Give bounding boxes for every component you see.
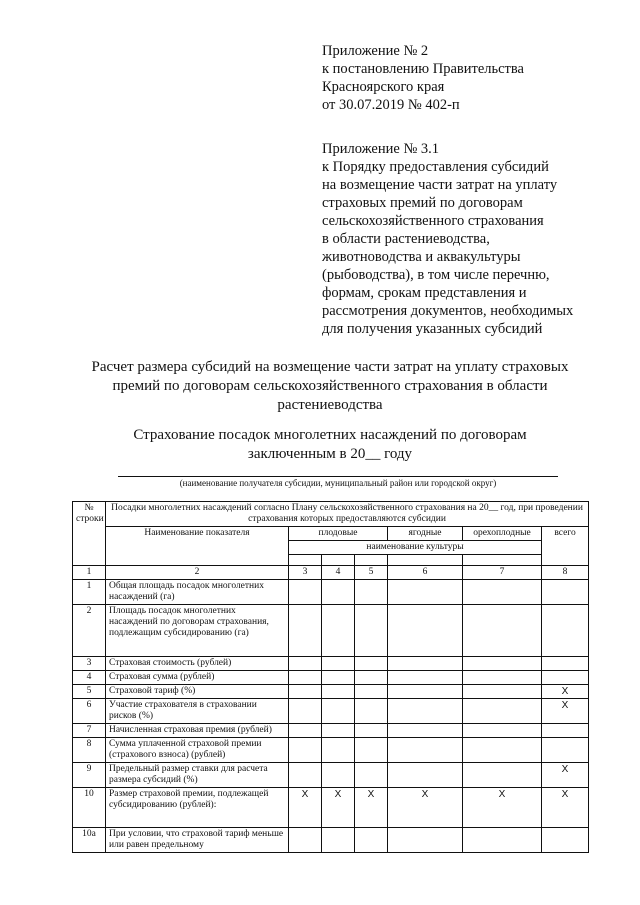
row-mark: Х <box>542 763 589 788</box>
subtitle-line: заключенным в 20__ году <box>247 446 413 462</box>
table-row <box>73 788 589 828</box>
calculation-table <box>72 501 589 853</box>
appendix-main-line: к постановлению Правительства <box>322 61 524 77</box>
column-number: 8 <box>542 566 589 580</box>
appendix-sub-line: для получения указанных субсидий <box>322 321 543 337</box>
header-group-fruit: плодовые <box>289 527 388 541</box>
recipient-line <box>118 476 558 477</box>
appendix-main-block <box>322 42 622 114</box>
row-mark <box>355 738 388 763</box>
appendix-main-line: Приложение № 2 <box>322 43 429 59</box>
row-mark <box>289 657 322 671</box>
recipient-note: (наименование получателя субсидии, муниципальный район или городской округ) <box>179 478 497 488</box>
row-mark <box>289 671 322 685</box>
row-mark <box>289 828 322 853</box>
row-name: Начисленная страховая премия (рублей) <box>106 724 289 738</box>
row-mark <box>322 828 355 853</box>
row-mark <box>463 580 542 605</box>
appendix-sub-line: в области растениеводства, <box>322 231 490 247</box>
table-row <box>73 699 589 724</box>
row-number: 9 <box>73 763 106 788</box>
row-mark <box>388 738 463 763</box>
table-cell <box>322 555 355 566</box>
appendix-sub-block <box>322 140 622 338</box>
row-mark <box>388 685 463 699</box>
table-row <box>73 724 589 738</box>
appendix-sub-line: страховых премий по договорам <box>322 195 523 211</box>
row-name: Участие страхователя в страховании рисков (%) <box>106 699 289 724</box>
row-mark <box>463 685 542 699</box>
row-mark <box>388 605 463 657</box>
appendix-sub-line: Приложение № 3.1 <box>322 141 440 157</box>
row-name: Сумма уплаченной страховой премии (страхового взноса) (рублей) <box>106 738 289 763</box>
title-line: растениеводства <box>277 397 383 413</box>
row-number: 1 <box>73 580 106 605</box>
row-name: Размер страховой премии, подлежащей субсидированию (рублей): <box>106 788 289 828</box>
row-mark: Х <box>542 699 589 724</box>
row-name: Страховой тариф (%) <box>106 685 289 699</box>
row-mark: Х <box>322 788 355 828</box>
row-mark <box>355 699 388 724</box>
header-group-nut: орехоплодные <box>463 527 542 541</box>
row-mark <box>542 657 589 671</box>
table-cell <box>355 555 388 566</box>
row-mark: Х <box>355 788 388 828</box>
row-mark <box>542 828 589 853</box>
row-mark <box>463 828 542 853</box>
header-main: Посадки многолетних насаждений согласно Плану сельскохозяйственного страхования на 20__ год, при проведении страхования которых предоставляются субсидии <box>106 502 589 527</box>
appendix-sub-line: формам, срокам представления и <box>322 285 527 301</box>
table-header-row <box>73 527 589 541</box>
row-mark <box>355 763 388 788</box>
row-mark <box>388 580 463 605</box>
column-number: 1 <box>73 566 106 580</box>
row-mark <box>355 724 388 738</box>
row-mark <box>322 738 355 763</box>
column-number: 6 <box>388 566 463 580</box>
table-row <box>73 685 589 699</box>
table-row <box>73 605 589 657</box>
row-mark <box>289 763 322 788</box>
row-mark <box>289 580 322 605</box>
row-mark <box>322 724 355 738</box>
row-mark <box>463 724 542 738</box>
row-mark <box>388 657 463 671</box>
row-mark <box>355 657 388 671</box>
appendix-sub-line: рассмотрения документов, необходимых <box>322 303 574 319</box>
row-name: Общая площадь посадок многолетних насаждений (га) <box>106 580 289 605</box>
row-mark <box>542 724 589 738</box>
row-number: 7 <box>73 724 106 738</box>
table-cell <box>388 555 463 566</box>
table-row <box>73 671 589 685</box>
row-mark <box>542 738 589 763</box>
appendix-main-line: Красноярского края <box>322 79 445 95</box>
row-mark: Х <box>542 788 589 828</box>
row-mark <box>289 738 322 763</box>
row-mark <box>388 763 463 788</box>
row-number: 6 <box>73 699 106 724</box>
row-mark: Х <box>542 685 589 699</box>
header-indicator: Наименование показателя <box>106 527 289 566</box>
row-number: 2 <box>73 605 106 657</box>
row-mark <box>463 738 542 763</box>
row-mark <box>388 828 463 853</box>
appendix-sub-line: животноводства и аквакультуры <box>322 249 521 265</box>
header-group-total: всего <box>542 527 589 566</box>
row-mark <box>355 685 388 699</box>
table-row <box>73 580 589 605</box>
row-mark <box>542 580 589 605</box>
column-number: 2 <box>106 566 289 580</box>
row-mark: Х <box>388 788 463 828</box>
row-mark <box>289 685 322 699</box>
appendix-sub-line: на возмещение части затрат на уплату <box>322 177 558 193</box>
row-number: 4 <box>73 671 106 685</box>
row-mark <box>322 685 355 699</box>
row-mark <box>322 699 355 724</box>
row-mark <box>463 671 542 685</box>
row-mark <box>355 671 388 685</box>
header-row-number: № строки <box>73 502 106 566</box>
column-number: 4 <box>322 566 355 580</box>
row-mark <box>388 671 463 685</box>
column-number: 5 <box>355 566 388 580</box>
column-number: 3 <box>289 566 322 580</box>
row-name: Страховая сумма (рублей) <box>106 671 289 685</box>
table-cell <box>289 555 322 566</box>
row-mark: Х <box>463 788 542 828</box>
row-mark <box>463 763 542 788</box>
row-number: 3 <box>73 657 106 671</box>
document-subtitle <box>40 426 620 464</box>
title-line: Расчет размера субсидий на возмещение части затрат на уплату страховых <box>91 359 569 375</box>
row-number: 10а <box>73 828 106 853</box>
row-name: Площадь посадок многолетних насаждений по договорам страхования, подлежащим субсидированию (га) <box>106 605 289 657</box>
table-cell <box>463 555 542 566</box>
appendix-sub-line: к Порядку предоставления субсидий <box>322 159 549 175</box>
row-name: Предельный размер ставки для расчета размера субсидий (%) <box>106 763 289 788</box>
row-mark <box>322 763 355 788</box>
row-mark <box>289 699 322 724</box>
table-header-row <box>73 502 589 527</box>
row-mark <box>355 605 388 657</box>
row-mark <box>289 605 322 657</box>
table-row <box>73 738 589 763</box>
row-number: 5 <box>73 685 106 699</box>
table-row <box>73 657 589 671</box>
row-number: 10 <box>73 788 106 828</box>
appendix-main-line: от 30.07.2019 № 402-п <box>322 97 460 113</box>
table-column-numbers <box>73 566 589 580</box>
document-title <box>40 358 620 415</box>
row-mark <box>542 671 589 685</box>
header-crop-name: наименование культуры <box>289 541 542 555</box>
appendix-sub-line: (рыбоводства), в том числе перечню, <box>322 267 550 283</box>
row-name: Страховая стоимость (рублей) <box>106 657 289 671</box>
row-mark <box>463 605 542 657</box>
row-mark <box>322 671 355 685</box>
row-mark <box>355 580 388 605</box>
row-mark <box>322 580 355 605</box>
title-line: премий по договорам сельскохозяйственного страхования в области <box>112 378 548 394</box>
subtitle-line: Страхование посадок многолетних насаждений по договорам <box>133 427 527 443</box>
row-name: При условии, что страховой тариф меньше или равен предельному <box>106 828 289 853</box>
table-row <box>73 763 589 788</box>
row-mark <box>388 724 463 738</box>
appendix-sub-line: сельскохозяйственного страхования <box>322 213 544 229</box>
row-mark <box>463 657 542 671</box>
row-mark <box>289 724 322 738</box>
table-row <box>73 828 589 853</box>
row-mark <box>388 699 463 724</box>
row-mark: Х <box>289 788 322 828</box>
row-mark <box>463 699 542 724</box>
row-number: 8 <box>73 738 106 763</box>
row-mark <box>542 605 589 657</box>
row-mark <box>355 828 388 853</box>
row-mark <box>322 657 355 671</box>
row-mark <box>322 605 355 657</box>
column-number: 7 <box>463 566 542 580</box>
header-group-berry: ягодные <box>388 527 463 541</box>
